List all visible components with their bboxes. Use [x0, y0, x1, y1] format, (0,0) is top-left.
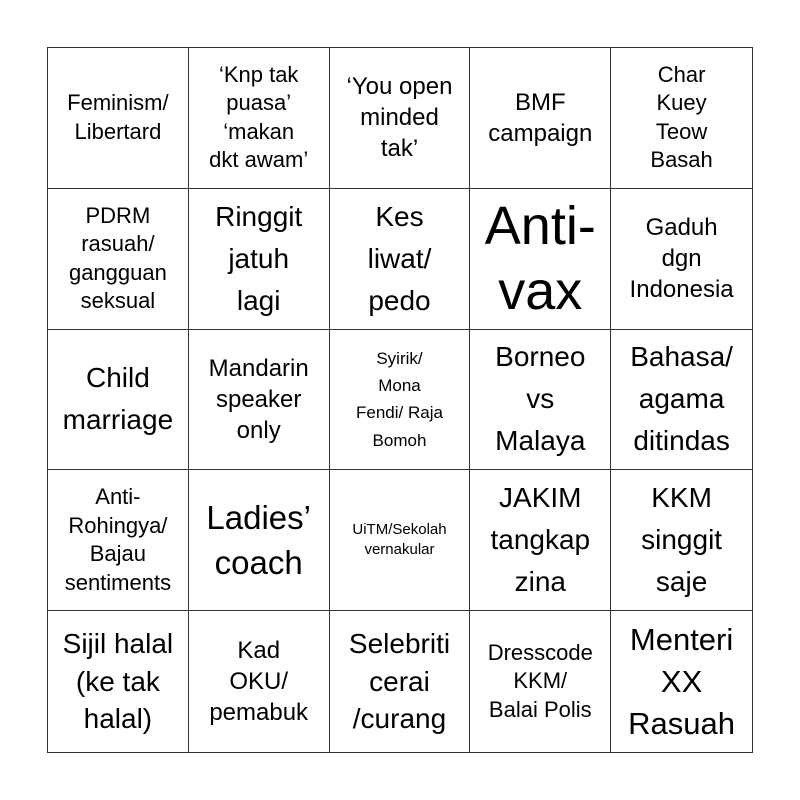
bingo-cell-r2c2[interactable] — [189, 189, 330, 330]
bingo-cell-r2c4[interactable] — [470, 189, 611, 330]
cell-text: Sijil halal (ke tak halal) — [62, 627, 174, 735]
bingo-cell-r5c1[interactable] — [48, 611, 189, 752]
bingo-cell-r5c5[interactable] — [611, 611, 752, 752]
bingo-cell-r3c1[interactable] — [48, 330, 189, 471]
cell-text: Gaduh dgn Indonesia — [629, 213, 734, 304]
bingo-cell-r2c1[interactable] — [48, 189, 189, 330]
bingo-cell-r1c1[interactable] — [48, 48, 189, 189]
cell-text: ‘You open minded tak’ — [346, 73, 453, 163]
cell-text: Kes liwat/ pedo — [367, 200, 432, 316]
cell-text: Kad OKU/ pemabuk — [209, 636, 309, 727]
cell-text: Dresscode KKM/ Balai Polis — [487, 639, 593, 722]
bingo-cell-r4c3[interactable] — [330, 470, 471, 611]
bingo-cell-r4c4[interactable] — [470, 470, 611, 611]
bingo-cell-r5c4[interactable] — [470, 611, 611, 752]
cell-text: Char Kuey Teow Basah — [650, 61, 713, 173]
cell-text: PDRM rasuah/ gangguan seksual — [68, 202, 167, 314]
cell-text: Ringgit jatuh lagi — [215, 200, 303, 316]
cell-text: Child marriage — [62, 362, 174, 436]
bingo-cell-r1c5[interactable] — [611, 48, 752, 189]
bingo-cell-r2c3[interactable] — [330, 189, 471, 330]
cell-text: Ladies’ coach — [206, 498, 311, 582]
cell-text: Bahasa/ agama ditindas — [630, 341, 733, 457]
bingo-cell-r4c1[interactable] — [48, 470, 189, 611]
bingo-cell-r1c3[interactable] — [330, 48, 471, 189]
bingo-cell-r4c2[interactable] — [189, 470, 330, 611]
bingo-cell-r5c2[interactable] — [189, 611, 330, 752]
cell-text: Anti- Rohingya/ Bajau sentiments — [64, 484, 172, 595]
cell-text: Mandarin speaker only — [208, 354, 309, 445]
cell-text: BMF campaign — [488, 88, 593, 147]
cell-text: Feminism/ Libertard — [67, 90, 169, 144]
bingo-cell-r1c2[interactable] — [189, 48, 330, 189]
cell-text: Selebriti cerai /curang — [348, 627, 451, 735]
bingo-cell-r3c2[interactable] — [189, 330, 330, 471]
bingo-cell-r4c5[interactable] — [611, 470, 752, 611]
bingo-cell-r3c4[interactable] — [470, 330, 611, 471]
bingo-cell-r3c3[interactable] — [330, 330, 471, 471]
cell-text: Borneo vs Malaya — [495, 341, 586, 457]
cell-text: JAKIM tangkap zina — [490, 482, 591, 598]
cell-text: UiTM/Sekolah vernakular — [352, 521, 447, 559]
bingo-board — [47, 47, 753, 753]
cell-text: ‘Knp tak puasa’ ‘makan dkt awam’ — [209, 61, 309, 173]
cell-text: KKM singgit saje — [641, 482, 723, 598]
bingo-cell-r5c3[interactable] — [330, 611, 471, 752]
bingo-cell-r3c5[interactable] — [611, 330, 752, 471]
cell-text: Syirik/ Mona Fendi/ Raja Bomoh — [356, 349, 443, 450]
cell-text: Menteri XX Rasuah — [628, 621, 736, 741]
bingo-cell-r1c4[interactable] — [470, 48, 611, 189]
bingo-cell-r2c5[interactable] — [611, 189, 752, 330]
cell-text: Anti- vax — [484, 195, 596, 321]
